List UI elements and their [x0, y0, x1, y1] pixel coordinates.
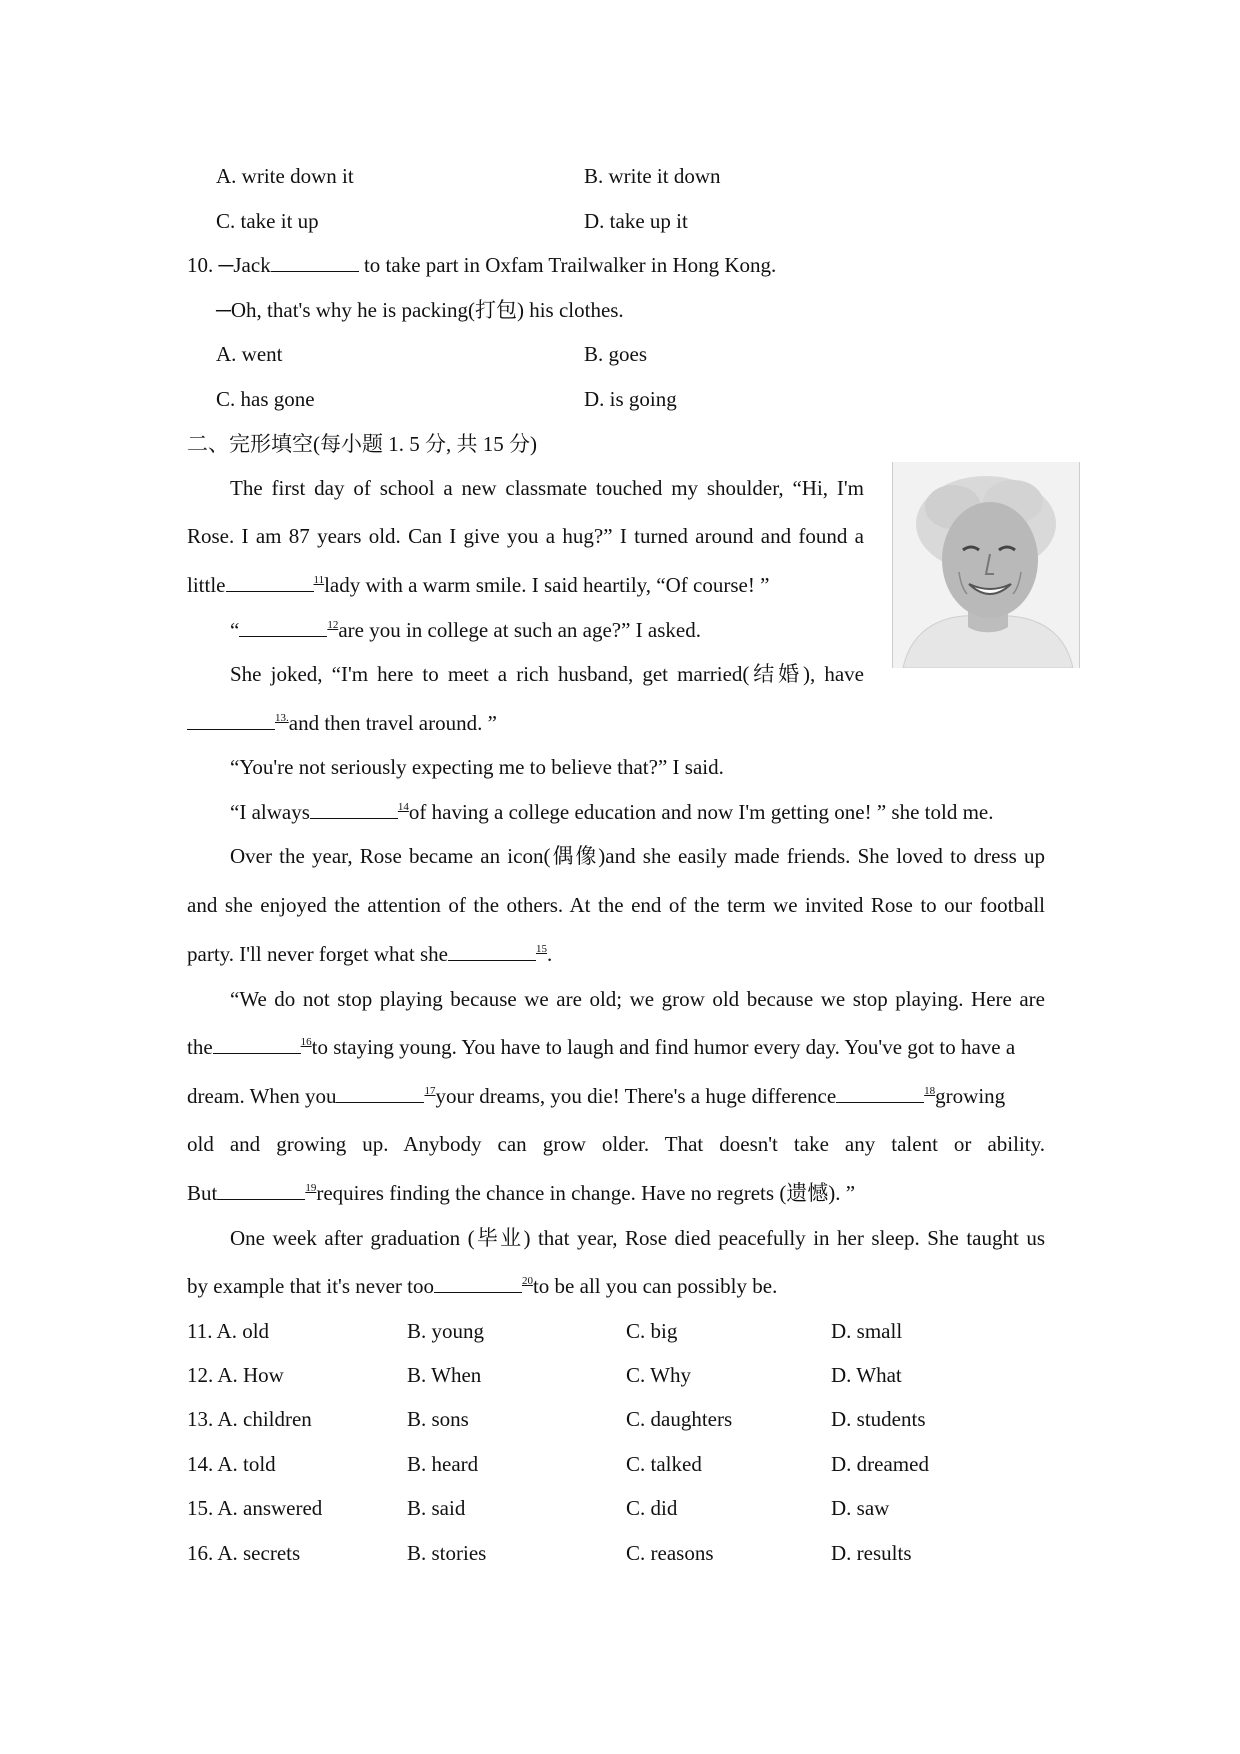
option-row-12-c: C. Why — [626, 1363, 691, 1387]
passage-text: to be all you can possibly be. — [532, 1274, 778, 1298]
option-row-13-c: C. daughters — [626, 1407, 733, 1431]
passage-text: to staying young. You have to laugh and find humor every day. You've got to have a — [311, 1035, 1016, 1059]
answer-blank — [336, 1084, 424, 1103]
passage-text: party. I'll never forget what she — [187, 942, 448, 966]
option-row-13-b: B. sons — [407, 1407, 469, 1431]
answer-blank — [213, 1035, 301, 1054]
q9-option-a: A. write down it — [216, 164, 354, 188]
answer-blank — [217, 1181, 305, 1200]
option-row-15-c: C. did — [626, 1496, 678, 1520]
blank-number: 15 — [535, 943, 547, 955]
passage-p6-line1: Over the year, Rose became an icon(偶像)and she easily made friends. She loved to dress up — [230, 844, 1045, 868]
passage-text: growing — [935, 1084, 1006, 1108]
passage-text: “ — [230, 618, 240, 642]
option-row-15-a: 15. A. answered — [187, 1496, 323, 1520]
blank-number: 18 — [924, 1085, 936, 1097]
passage-text: by example that it's never too — [187, 1274, 434, 1298]
answer-blank — [187, 711, 275, 730]
passage-text: dream. When you — [187, 1084, 337, 1108]
answer-blank — [434, 1274, 522, 1293]
option-row-16-d: D. results — [831, 1541, 912, 1565]
passage-text: the — [187, 1035, 213, 1059]
option-row-14-b: B. heard — [407, 1452, 479, 1476]
passage-p5 — [230, 798, 994, 826]
passage-p7-line5 — [187, 1179, 855, 1207]
blank-number: 11 — [313, 574, 325, 586]
answer-blank — [226, 573, 314, 592]
passage-text: But — [187, 1181, 218, 1205]
passage-text: “I always — [230, 800, 310, 824]
option-row-14-a: 14. A. told — [187, 1452, 276, 1476]
option-row-13-a: 13. A. children — [187, 1407, 312, 1431]
q10-stem — [187, 251, 776, 279]
option-row-15-b: B. said — [407, 1496, 466, 1520]
passage-p1-line1: The first day of school a new classmate touched my shoulder, “Hi, I'm — [230, 476, 864, 500]
option-row-12-d: D. What — [831, 1363, 902, 1387]
option-row-14-c: C. talked — [626, 1452, 702, 1476]
q10-option-c: C. has gone — [216, 387, 315, 411]
passage-p8-line1: One week after graduation (毕业) that year, Rose died peacefully in her sleep. She taught us — [230, 1226, 1045, 1250]
option-row-14-d: D. dreamed — [831, 1452, 929, 1476]
passage-p7-line2 — [187, 1033, 1015, 1061]
answer-blank — [239, 618, 327, 637]
q10-stem-suffix: to take part in Oxfam Trailwalker in Hong Kong. — [358, 253, 777, 277]
option-row-15-d: D. saw — [831, 1496, 890, 1520]
passage-p6-line3 — [187, 940, 552, 968]
option-row-11-d: D. small — [831, 1319, 903, 1343]
blank-number: 12 — [327, 619, 339, 631]
passage-text: requires finding the chance in change. Have no regrets (遗憾). ” — [316, 1181, 856, 1205]
option-row-16-a: 16. A. secrets — [187, 1541, 301, 1565]
passage-text: lady with a warm smile. I said heartily, “Of course! ” — [324, 573, 770, 597]
blank-number: 19 — [305, 1182, 317, 1194]
q10-option-b: B. goes — [584, 342, 647, 366]
q9-option-d: D. take up it — [584, 209, 688, 233]
blank-number: 14 — [397, 801, 409, 813]
passage-p3-line2 — [187, 709, 497, 737]
option-row-12-b: B. When — [407, 1363, 482, 1387]
passage-text: are you in college at such an age?” I asked. — [338, 618, 701, 642]
option-row-11-c: C. big — [626, 1319, 678, 1343]
blank-number: 17 — [424, 1085, 436, 1097]
option-row-16-c: C. reasons — [626, 1541, 714, 1565]
answer-blank — [448, 942, 536, 961]
passage-p1-line2: Rose. I am 87 years old. Can I give you a hug?” I turned around and found a — [187, 524, 864, 548]
elderly-woman-photo — [892, 462, 1080, 668]
answer-blank — [836, 1084, 924, 1103]
passage-p7-line4: old and growing up. Anybody can grow older. That doesn't take any talent or ability. — [187, 1132, 1045, 1156]
answer-blank — [310, 800, 398, 819]
q10-option-d: D. is going — [584, 387, 677, 411]
option-row-16-b: B. stories — [407, 1541, 487, 1565]
passage-p2 — [230, 616, 701, 644]
option-row-11-b: B. young — [407, 1319, 485, 1343]
passage-text: and then travel around. ” — [288, 711, 497, 735]
passage-p3-line1: She joked, “I'm here to meet a rich husband, get married(结婚), have — [230, 662, 864, 686]
q9-option-c: C. take it up — [216, 209, 319, 233]
section-heading: 二、完形填空(每小题 1. 5 分, 共 15 分) — [187, 432, 537, 456]
option-row-12-a: 12. A. How — [187, 1363, 284, 1387]
blank-number: 16 — [300, 1036, 312, 1048]
passage-p6-line2: and she enjoyed the attention of the others. At the end of the term we invited Rose to our football — [187, 893, 1045, 917]
q10-option-a: A. went — [216, 342, 283, 366]
passage-p4: “You're not seriously expecting me to believe that?” I said. — [230, 755, 724, 779]
passage-p1-line3 — [187, 571, 769, 599]
option-row-11-a: 11. A. old — [187, 1319, 270, 1343]
q9-option-b: B. write it down — [584, 164, 721, 188]
portrait-image — [893, 462, 1079, 668]
passage-text: little — [187, 573, 226, 597]
q10-stem-prefix: 10. ─Jack — [187, 253, 271, 277]
passage-p8-line2 — [187, 1272, 777, 1300]
blank-number: 20 — [521, 1275, 533, 1287]
passage-p7-line1: “We do not stop playing because we are old; we grow old because we stop playing. Here are — [230, 987, 1045, 1011]
option-row-13-d: D. students — [831, 1407, 926, 1431]
passage-text: your dreams, you die! There's a huge difference — [435, 1084, 837, 1108]
q10-reply: ─Oh, that's why he is packing(打包) his clothes. — [216, 298, 624, 322]
answer-blank — [271, 253, 359, 272]
passage-text: . — [546, 942, 553, 966]
blank-number: 13. — [275, 712, 289, 724]
passage-p7-line3 — [187, 1082, 1005, 1110]
passage-text: of having a college education and now I'm getting one! ” she told me. — [408, 800, 994, 824]
